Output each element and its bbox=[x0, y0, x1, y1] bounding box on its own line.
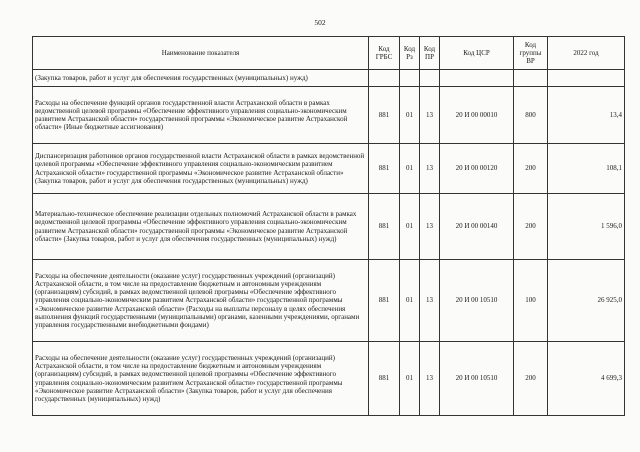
header-csr: Код ЦСР bbox=[440, 37, 514, 70]
row-pr bbox=[420, 70, 440, 87]
table-row bbox=[33, 260, 625, 342]
table-row bbox=[33, 70, 625, 87]
row-name: Расходы на обеспечение деятельности (оказание услуг) государственных учреждений (организаций) Астраханской области, в том числе на предоставление бюджетным и автономным учреждениям (организациям) субсидий, в рамках ведомственной целевой программы «Обеспечение эффективного управления социально-экономическим развитием Астраханской области» государственной программы «Экономическое развитие Астраханской области» (Расходы на выплаты персоналу в целях обеспечения выполнения функций государственными (муниципальными) органами, казенными учреждениями, органами управления государственными внебюджетными фондами) bbox=[33, 260, 369, 342]
row-rz: 01 bbox=[400, 87, 420, 144]
row-pr: 13 bbox=[420, 144, 440, 194]
header-vr: Код группы ВР bbox=[514, 37, 548, 70]
row-csr: 20 И 00 00140 bbox=[440, 194, 514, 260]
header-rz: Код Рз bbox=[400, 37, 420, 70]
row-rz: 01 bbox=[400, 260, 420, 342]
row-name: Материально-техническое обеспечение реализации отдельных полномочий Астраханской области в рамках ведомственной целевой программы «Обеспечение эффективного управления социально-экономическим развитием Астраханской области» государственной программы «Экономическое развитие Астраханской области» (Закупка товаров, работ и услуг для обеспечения государственных (муниципальных) нужд) bbox=[33, 194, 369, 260]
row-name: Диспансеризация работников органов государственной власти Астраханской области в рамках ведомственной целевой программы «Обеспечение эффективного управления социально-экономическим развитием Астраханской области» государственной программы «Экономическое развитие Астраханской области» (Закупка товаров, работ и услуг для обеспечения государственных (муниципальных) нужд) bbox=[33, 144, 369, 194]
row-vr: 200 bbox=[514, 342, 548, 416]
row-grbs bbox=[369, 70, 400, 87]
row-name: (Закупка товаров, работ и услуг для обеспечения государственных (муниципальных) нужд) bbox=[33, 70, 369, 87]
row-pr: 13 bbox=[420, 260, 440, 342]
row-amount: 26 925,0 bbox=[548, 260, 625, 342]
table-row bbox=[33, 87, 625, 144]
row-amount bbox=[548, 70, 625, 87]
header-pr: Код ПР bbox=[420, 37, 440, 70]
row-vr: 200 bbox=[514, 194, 548, 260]
row-vr: 200 bbox=[514, 144, 548, 194]
row-csr: 20 И 00 10510 bbox=[440, 342, 514, 416]
row-csr: 20 И 00 00120 bbox=[440, 144, 514, 194]
row-amount: 13,4 bbox=[548, 87, 625, 144]
row-rz: 01 bbox=[400, 144, 420, 194]
row-grbs: 881 bbox=[369, 260, 400, 342]
row-name: Расходы на обеспечение деятельности (оказание услуг) государственных учреждений (организаций) Астраханской области, в том числе на предоставление бюджетным и автономным учреждениям (организациям) субсидий, в рамках ведомственной целевой программы «Обеспечение эффективного управления социально-экономическим развитием Астраханской области» государственной программы «Экономическое развитие Астраханской области» (Закупка товаров, работ и услуг для обеспечения государственных (муниципальных) нужд) bbox=[33, 342, 369, 416]
header-year: 2022 год bbox=[548, 37, 625, 70]
row-csr: 20 И 00 10510 bbox=[440, 260, 514, 342]
budget-table bbox=[32, 36, 625, 416]
row-pr: 13 bbox=[420, 342, 440, 416]
row-amount: 1 596,0 bbox=[548, 194, 625, 260]
row-rz: 01 bbox=[400, 194, 420, 260]
row-name: Расходы на обеспечение функций органов государственной власти Астраханской области в рамках ведомственной целевой программы «Обеспечение эффективного управления социально-экономическим развитием Астраханской области» государственной программы «Экономическое развитие Астраханской области» (Иные бюджетные ассигнования) bbox=[33, 87, 369, 144]
row-pr: 13 bbox=[420, 87, 440, 144]
row-rz: 01 bbox=[400, 342, 420, 416]
row-vr: 800 bbox=[514, 87, 548, 144]
header-name: Наименование показателя bbox=[33, 37, 369, 70]
row-grbs: 881 bbox=[369, 342, 400, 416]
row-rz bbox=[400, 70, 420, 87]
row-grbs: 881 bbox=[369, 87, 400, 144]
row-amount: 108,1 bbox=[548, 144, 625, 194]
table-row bbox=[33, 144, 625, 194]
row-grbs: 881 bbox=[369, 194, 400, 260]
row-amount: 4 699,3 bbox=[548, 342, 625, 416]
row-pr: 13 bbox=[420, 194, 440, 260]
row-vr: 100 bbox=[514, 260, 548, 342]
header-grbs: Код ГРБС bbox=[369, 37, 400, 70]
row-vr bbox=[514, 70, 548, 87]
table-header bbox=[33, 37, 625, 70]
row-csr: 20 И 00 00010 bbox=[440, 87, 514, 144]
page-number: 502 bbox=[314, 18, 326, 27]
row-grbs: 881 bbox=[369, 144, 400, 194]
table-row bbox=[33, 342, 625, 416]
row-csr bbox=[440, 70, 514, 87]
table-row bbox=[33, 194, 625, 260]
